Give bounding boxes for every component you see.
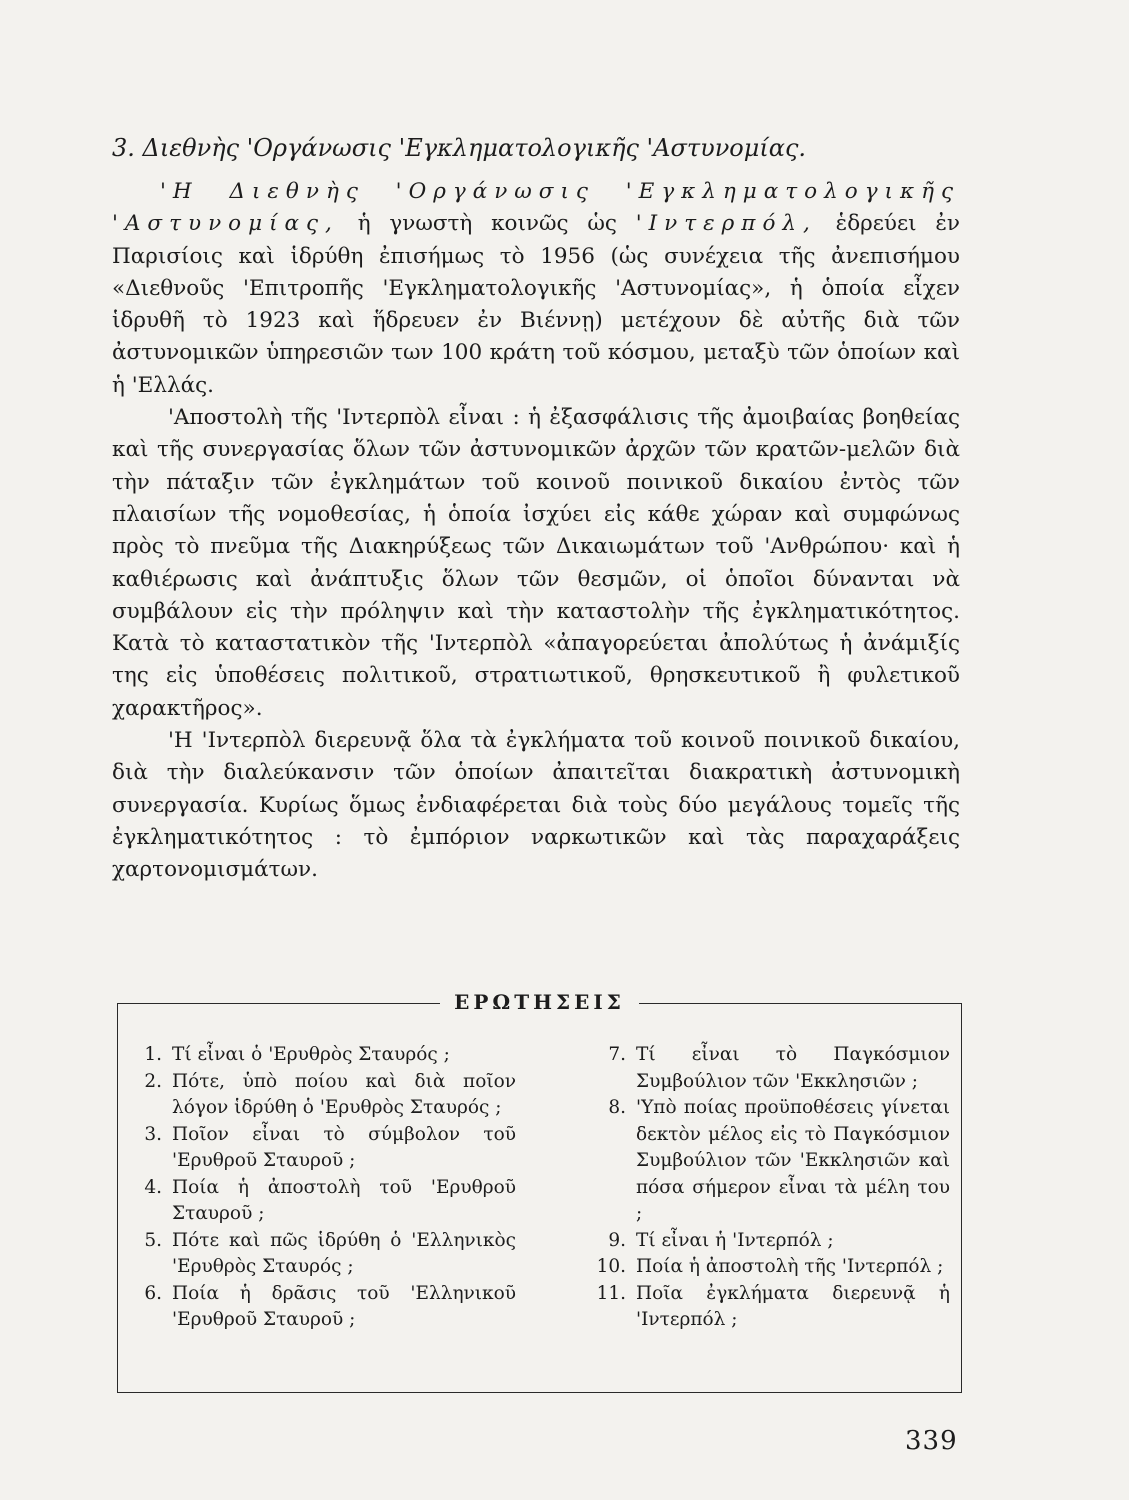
question-item: 2. Πότε, ὑπὸ ποίου καὶ διὰ ποῖον λόγον ἱδρύθη ὁ 'Ερυθρὸς Σταυρός ; — [144, 1070, 516, 1118]
question-item: 1. Τί εἶναι ὁ 'Ερυθρὸς Σταυρός ; — [144, 1044, 450, 1065]
paragraph-1-mid: ἡ γνωστὴ κοινῶς ὡς — [338, 211, 636, 237]
paragraph-1 — [112, 176, 960, 402]
paragraph-3: 'Η 'Ιντερπὸλ διερευνᾷ ὅλα τὰ ἐγκλήματα τοῦ κοινοῦ ποινικοῦ δικαίου, διὰ τὴν διαλεύκανσιν τῶν ὁποίων ἀπαιτεῖται διακρατικὴ ἀστυνομικὴ συνεργασία. Κυρίως ὅμως ἐνδιαφέρεται διὰ τοὺς δύο μεγάλους τομεῖς τῆς ἐγκληματικότητος : τὸ ἐμπόριον ναρκωτικῶν καὶ τὰς παραχαράξεις χαρτονομισμάτων. — [112, 728, 960, 883]
paragraph-1-rest: ἑδρεύει ἐν Παρισίοις καὶ ἱδρύθη ἐπισήμως τὸ 1956 (ὡς συνέχεια τῆς ἀνεπισήμου «Διεθνοῦς 'Επιτροπῆς 'Εγκληματολογικῆς 'Αστυνομίας», ἡ ὁποία εἶχεν ἱδρυθῆ τὸ 1923 καὶ ἥδρευεν ἐν Βιέννῃ) μετέχουν δὲ αὐτῆς διὰ τῶν ἀστυνομικῶν ὑπηρεσιῶν των 100 κράτη τοῦ κόσμου, μεταξὺ τῶν ὁποίων καὶ ἡ 'Ελλάς. — [112, 211, 960, 398]
questions-left-column — [130, 1042, 516, 1334]
body-text — [112, 176, 960, 887]
question-item: 4. Ποία ἡ ἀποστολὴ τοῦ 'Ερυθροῦ Σταυροῦ ; — [144, 1176, 516, 1224]
questions-right-column — [580, 1042, 950, 1334]
interpol-name: 'Ιντερπόλ, — [635, 211, 817, 237]
question-item: 3. Ποῖον εἶναι τὸ σύμβολον τοῦ 'Ερυθροῦ Σταυροῦ ; — [144, 1123, 516, 1171]
organization-name: 'Η Διεθνὴς 'Οργάνωσις 'Εγκληματολογικῆς 'Αστυνομίας, — [112, 179, 960, 237]
question-item: 6. Ποία ἡ δρᾶσις τοῦ 'Ελληνικοῦ 'Ερυθροῦ Σταυροῦ ; — [144, 1282, 516, 1330]
question-item: 5. Πότε καὶ πῶς ἱδρύθη ὁ 'Ελληνικὸς 'Ερυθρὸς Σταυρός ; — [144, 1229, 516, 1277]
questions-box — [117, 990, 962, 1393]
paragraph-2: 'Αποστολὴ τῆς 'Ιντερπὸλ εἶναι : ἡ ἐξασφάλισις τῆς ἀμοιβαίας βοηθείας καὶ τῆς συνεργασίας ὅλων τῶν ἀστυνομικῶν ἀρχῶν τῶν κρατῶν-μελῶν διὰ τὴν πάταξιν τῶν ἐγκλημάτων τοῦ κοινοῦ ποινικοῦ δικαίου ἐντὸς τῶν πλαισίων τῆς νομοθεσίας, ἡ ὁποία ἰσχύει εἰς κάθε χώραν καὶ συμφώνως πρὸς τὸ πνεῦμα τῆς Διακηρύξεως τῶν Δικαιωμάτων τοῦ 'Ανθρώπου· καὶ ἡ καθιέρωσις καὶ ἀνάπτυξις ὅλων τῶν θεσμῶν, οἱ ὁποῖοι δύνανται νὰ συμβάλουν εἰς τὴν πρόληψιν καὶ τὴν καταστολὴν τῆς ἐγκληματικότητος. Κατὰ τὸ καταστατικὸν τῆς 'Ιντερπὸλ «ἀπαγορεύεται ἀπολύτως ἡ ἀνάμιξίς της εἰς ὑποθέσεις πολιτικοῦ, στρατιωτικοῦ, θρησκευτικοῦ ἢ φυλετικοῦ χαρακτῆρος». — [112, 405, 960, 721]
question-item: 8. 'Υπὸ ποίας προϋποθέσεις γίνεται δεκτὸν μέλος εἰς τὸ Παγκόσμιον Συμβούλιον τῶν 'Εκκλησιῶν καὶ πόσα σήμερον εἶναι τὰ μέλη του ; — [608, 1097, 950, 1224]
section-heading: 3. Διεθνὴς 'Οργάνωσις 'Εγκληματολογικῆς 'Αστυνομίας. — [112, 134, 807, 162]
question-item: 9. Τί εἶναι ἡ 'Ιντερπόλ ; — [608, 1229, 834, 1251]
question-item: 11. Ποῖα ἐγκλήματα διερευνᾷ ἡ 'Ιντερπόλ ; — [596, 1282, 950, 1330]
page-number: 339 — [905, 1426, 958, 1456]
questions-title: ΕΡΩΤΗΣΕΙΣ — [118, 990, 961, 1014]
question-item: 7. Τί εἶναι τὸ Παγκόσμιον Συμβούλιον τῶν 'Εκκλησιῶν ; — [608, 1044, 950, 1092]
question-item: 10. Ποία ἡ ἀποστολὴ τῆς 'Ιντερπόλ ; — [596, 1256, 944, 1277]
